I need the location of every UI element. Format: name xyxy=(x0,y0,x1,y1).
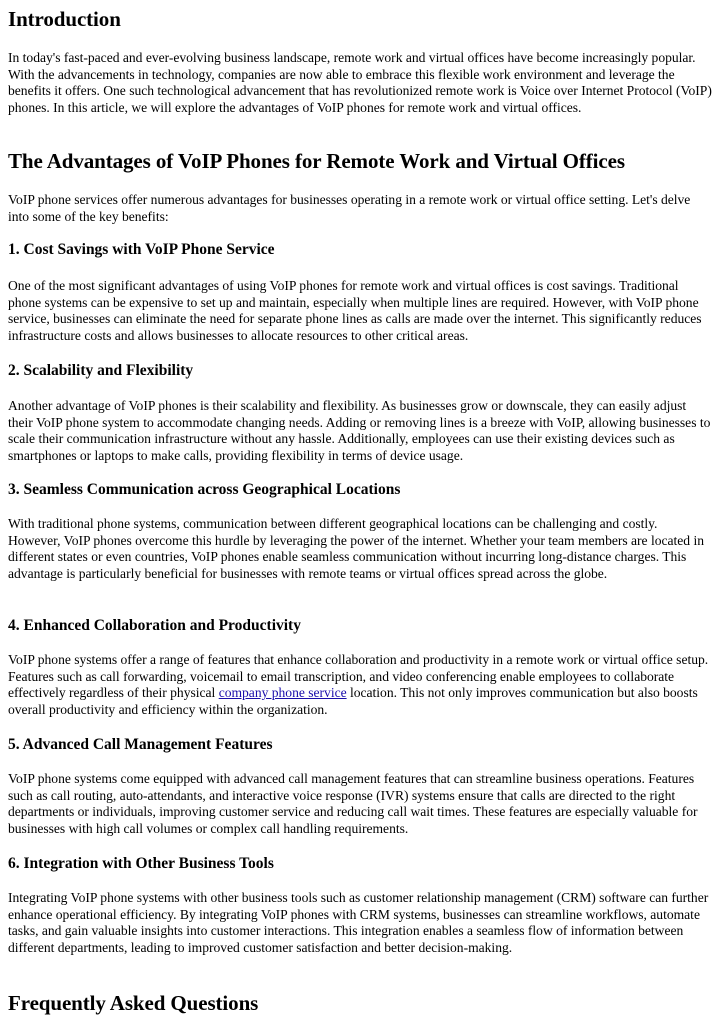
section-body-collaboration xyxy=(8,652,712,719)
company-phone-service-link[interactable]: company phone service xyxy=(218,685,347,701)
section-heading-collaboration: 4. Enhanced Collaboration and Productivity xyxy=(8,617,301,634)
section-heading-integration: 6. Integration with Other Business Tools xyxy=(8,855,274,872)
advantages-heading: The Advantages of VoIP Phones for Remote Work and Virtual Offices xyxy=(8,149,625,173)
section-heading-cost-savings: 1. Cost Savings with VoIP Phone Service xyxy=(8,241,275,258)
intro-paragraph: In today's fast-paced and ever-evolving business landscape, remote work and virtual offices have become increasingly popular. With the advancements in technology, companies are now able to embrace this flexible work environment and leverage the benefits it offers. One such technological advancement that has revolutionized remote work is Voice over Internet Protocol (VoIP) phones. In this article, we will explore the advantages of VoIP phones for remote work and virtual offices. xyxy=(8,50,712,116)
collaboration-text-after: location. This not only improves communication but also boosts overall productivity and efficiency within the organization. xyxy=(8,685,698,718)
collaboration-text-before: VoIP phone systems offer a range of features that enhance collaboration and productivity in a remote work or virtual office setup. Features such as call forwarding, voicemail to email transcription, and video conferencing enable employees to collaborate effectively regardless of their physical xyxy=(8,652,709,701)
faq-heading: Frequently Asked Questions xyxy=(8,991,259,1015)
section-heading-scalability: 2. Scalability and Flexibility xyxy=(8,362,194,379)
advantages-lead: VoIP phone services offer numerous advantages for businesses operating in a remote work or virtual office setting. Let's delve into some of the key benefits: xyxy=(8,192,691,224)
section-heading-geography: 3. Seamless Communication across Geographical Locations xyxy=(8,481,401,498)
section-body-geography: With traditional phone systems, communication between different geographical locations can be challenging and costly. However, VoIP phones overcome this hurdle by leveraging the power of the internet. Whether your team members are located in different states or even countries, VoIP phones enable seamless communication without incurring long-distance charges. This advantage is particularly beneficial for businesses with remote teams or virtual offices spread across the globe. xyxy=(8,516,704,582)
intro-heading: Introduction xyxy=(8,7,121,31)
section-body-scalability: Another advantage of VoIP phones is their scalability and flexibility. As businesses grow or downscale, they can easily adjust their VoIP phone system to accommodate changing needs. Adding or removing lines is a breeze with VoIP, allowing businesses to scale their communication infrastructure without any hassle. Additionally, employees can use their existing devices such as smartphones or laptops to make calls, providing flexibility in terms of device usage. xyxy=(8,398,711,464)
section-body-integration: Integrating VoIP phone systems with other business tools such as customer relationship management (CRM) software can further enhance operational efficiency. By integrating VoIP phones with CRM systems, businesses can streamline workflows, automate tasks, and gain valuable insights into customer interactions. This integration enables a seamless flow of information between different departments, leading to improved customer satisfaction and better decision-making. xyxy=(8,890,709,956)
section-body-call-management: VoIP phone systems come equipped with advanced call management features that can streamline business operations. Features such as call routing, auto-attendants, and interactive voice response (IVR) systems ensure that calls are directed to the right departments or individuals, improving customer service and reducing call wait times. These features are especially valuable for businesses with high call volumes or complex call handling requirements. xyxy=(8,771,698,837)
section-heading-call-management: 5. Advanced Call Management Features xyxy=(8,736,273,753)
section-body-cost-savings: One of the most significant advantages of using VoIP phones for remote work and virtual offices is cost savings. Traditional phone systems can be expensive to set up and maintain, especially when multiple lines are required. However, with VoIP phone service, businesses can eliminate the need for separate phone lines as calls are made over the internet. This significantly reduces infrastructure costs and allows businesses to allocate resources to other critical areas. xyxy=(8,278,702,344)
